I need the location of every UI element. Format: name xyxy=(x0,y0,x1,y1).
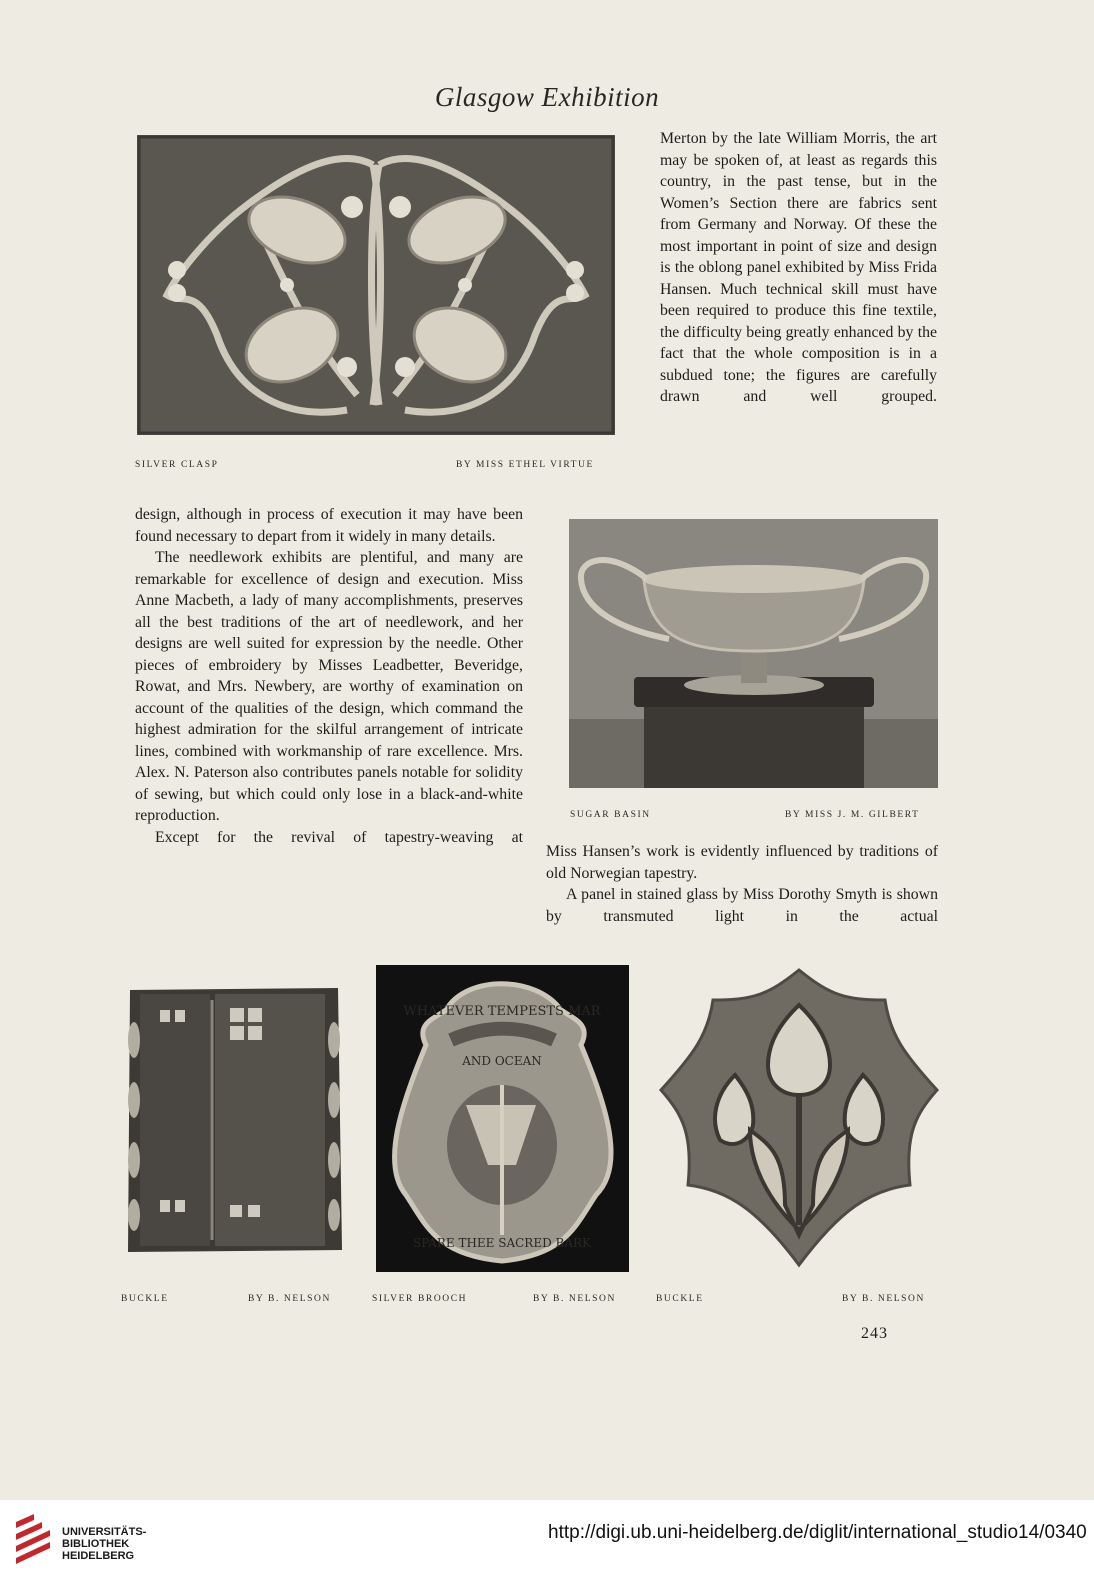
credit-sugar-basin: BY MISS J. M. GILBERT xyxy=(785,810,920,820)
library-name-line: BIBLIOTHEK xyxy=(62,1538,130,1550)
paragraph: design, although in process of execution it may have been found necessary to depart from it widely in many details. xyxy=(135,506,523,545)
credit-buckle-2: BY B. NELSON xyxy=(842,1294,925,1304)
paragraph: Except for the revival of tapestry-weaving at xyxy=(155,828,523,846)
caption-buckle-2: BUCKLE xyxy=(656,1294,704,1304)
running-header: Glasgow Exhibition xyxy=(434,82,660,112)
silver-clasp-photo xyxy=(137,135,615,435)
credit-silver-brooch: BY B. NELSON xyxy=(533,1294,616,1304)
library-name xyxy=(62,1526,146,1562)
library-logo-icon xyxy=(12,1512,56,1573)
brooch-inscription-top: WHATEVER TEMPESTS MAR xyxy=(403,1004,601,1019)
paragraph: Miss Hansen’s work is evidently influenced by traditions of old Norwegian tapestry. xyxy=(546,843,938,882)
right-bottom-column xyxy=(546,841,938,927)
library-name-line: UNIVERSITÄTS- xyxy=(62,1526,147,1538)
caption-silver-brooch: SILVER BROOCH xyxy=(372,1294,468,1304)
paragraph: Merton by the late William Morris, the art may be spoken of, at least as regards this country, in the past tense, but in the Women’s Section there are fabrics sent from Germany and Norway. Of these the most important in point of size and design is the oblong panel exhibited by Miss Frida Hansen. Much technical skill must have been required to produce this fine textile, the difficulty being greatly enhanced by the fact that the whole composition is in a subdued tone; the figures are carefully drawn and well grouped. xyxy=(660,130,937,405)
page-number: 243 xyxy=(861,1325,888,1342)
sugar-basin-photo xyxy=(569,519,938,788)
permalink-url[interactable]: http://digi.ub.uni-heidelberg.de/diglit/international_studio14/0340 xyxy=(548,1522,1087,1543)
brooch-inscription-middle: AND OCEAN xyxy=(462,1054,542,1068)
brooch-inscription-bottom: SPARE THEE SACRED BARK xyxy=(412,1236,592,1250)
paragraph: The needlework exhibits are plentiful, and many are remarkable for excellence of design and execution. Miss Anne Macbeth, a lady of many accomplishments, preserves all the best traditions of the art of needlework, and her designs are well suited for expression by the needle. Other pieces of embroidery by Misses Leadbetter, Beveridge, Rowat, and Mrs. Newbery, are worthy of examination on account of the qualities of the design, which command the highest admiration for the skilful arrangement of intricate lines, combined with workmanship of rare excellence. Mrs. Alex. N. Paterson also contributes panels notable for solidity of sewing, but which could only lose in a black-and-white reproduction. xyxy=(135,549,523,824)
caption-silver-clasp: SILVER CLASP xyxy=(135,460,219,470)
paragraph: A panel in stained glass by Miss Dorothy Smyth is shown by transmuted light in the actual xyxy=(546,886,938,925)
silver-brooch-photo xyxy=(376,965,629,1272)
buckle-photo-1 xyxy=(120,980,348,1260)
left-column xyxy=(135,504,523,848)
caption-sugar-basin: SUGAR BASIN xyxy=(570,810,651,820)
credit-silver-clasp: BY MISS ETHEL VIRTUE xyxy=(456,460,594,470)
library-name-line: HEIDELBERG xyxy=(62,1550,135,1562)
caption-buckle-1: BUCKLE xyxy=(121,1294,169,1304)
buckle-photo-2 xyxy=(655,965,943,1270)
right-top-column xyxy=(660,128,937,408)
credit-buckle-1: BY B. NELSON xyxy=(248,1294,331,1304)
